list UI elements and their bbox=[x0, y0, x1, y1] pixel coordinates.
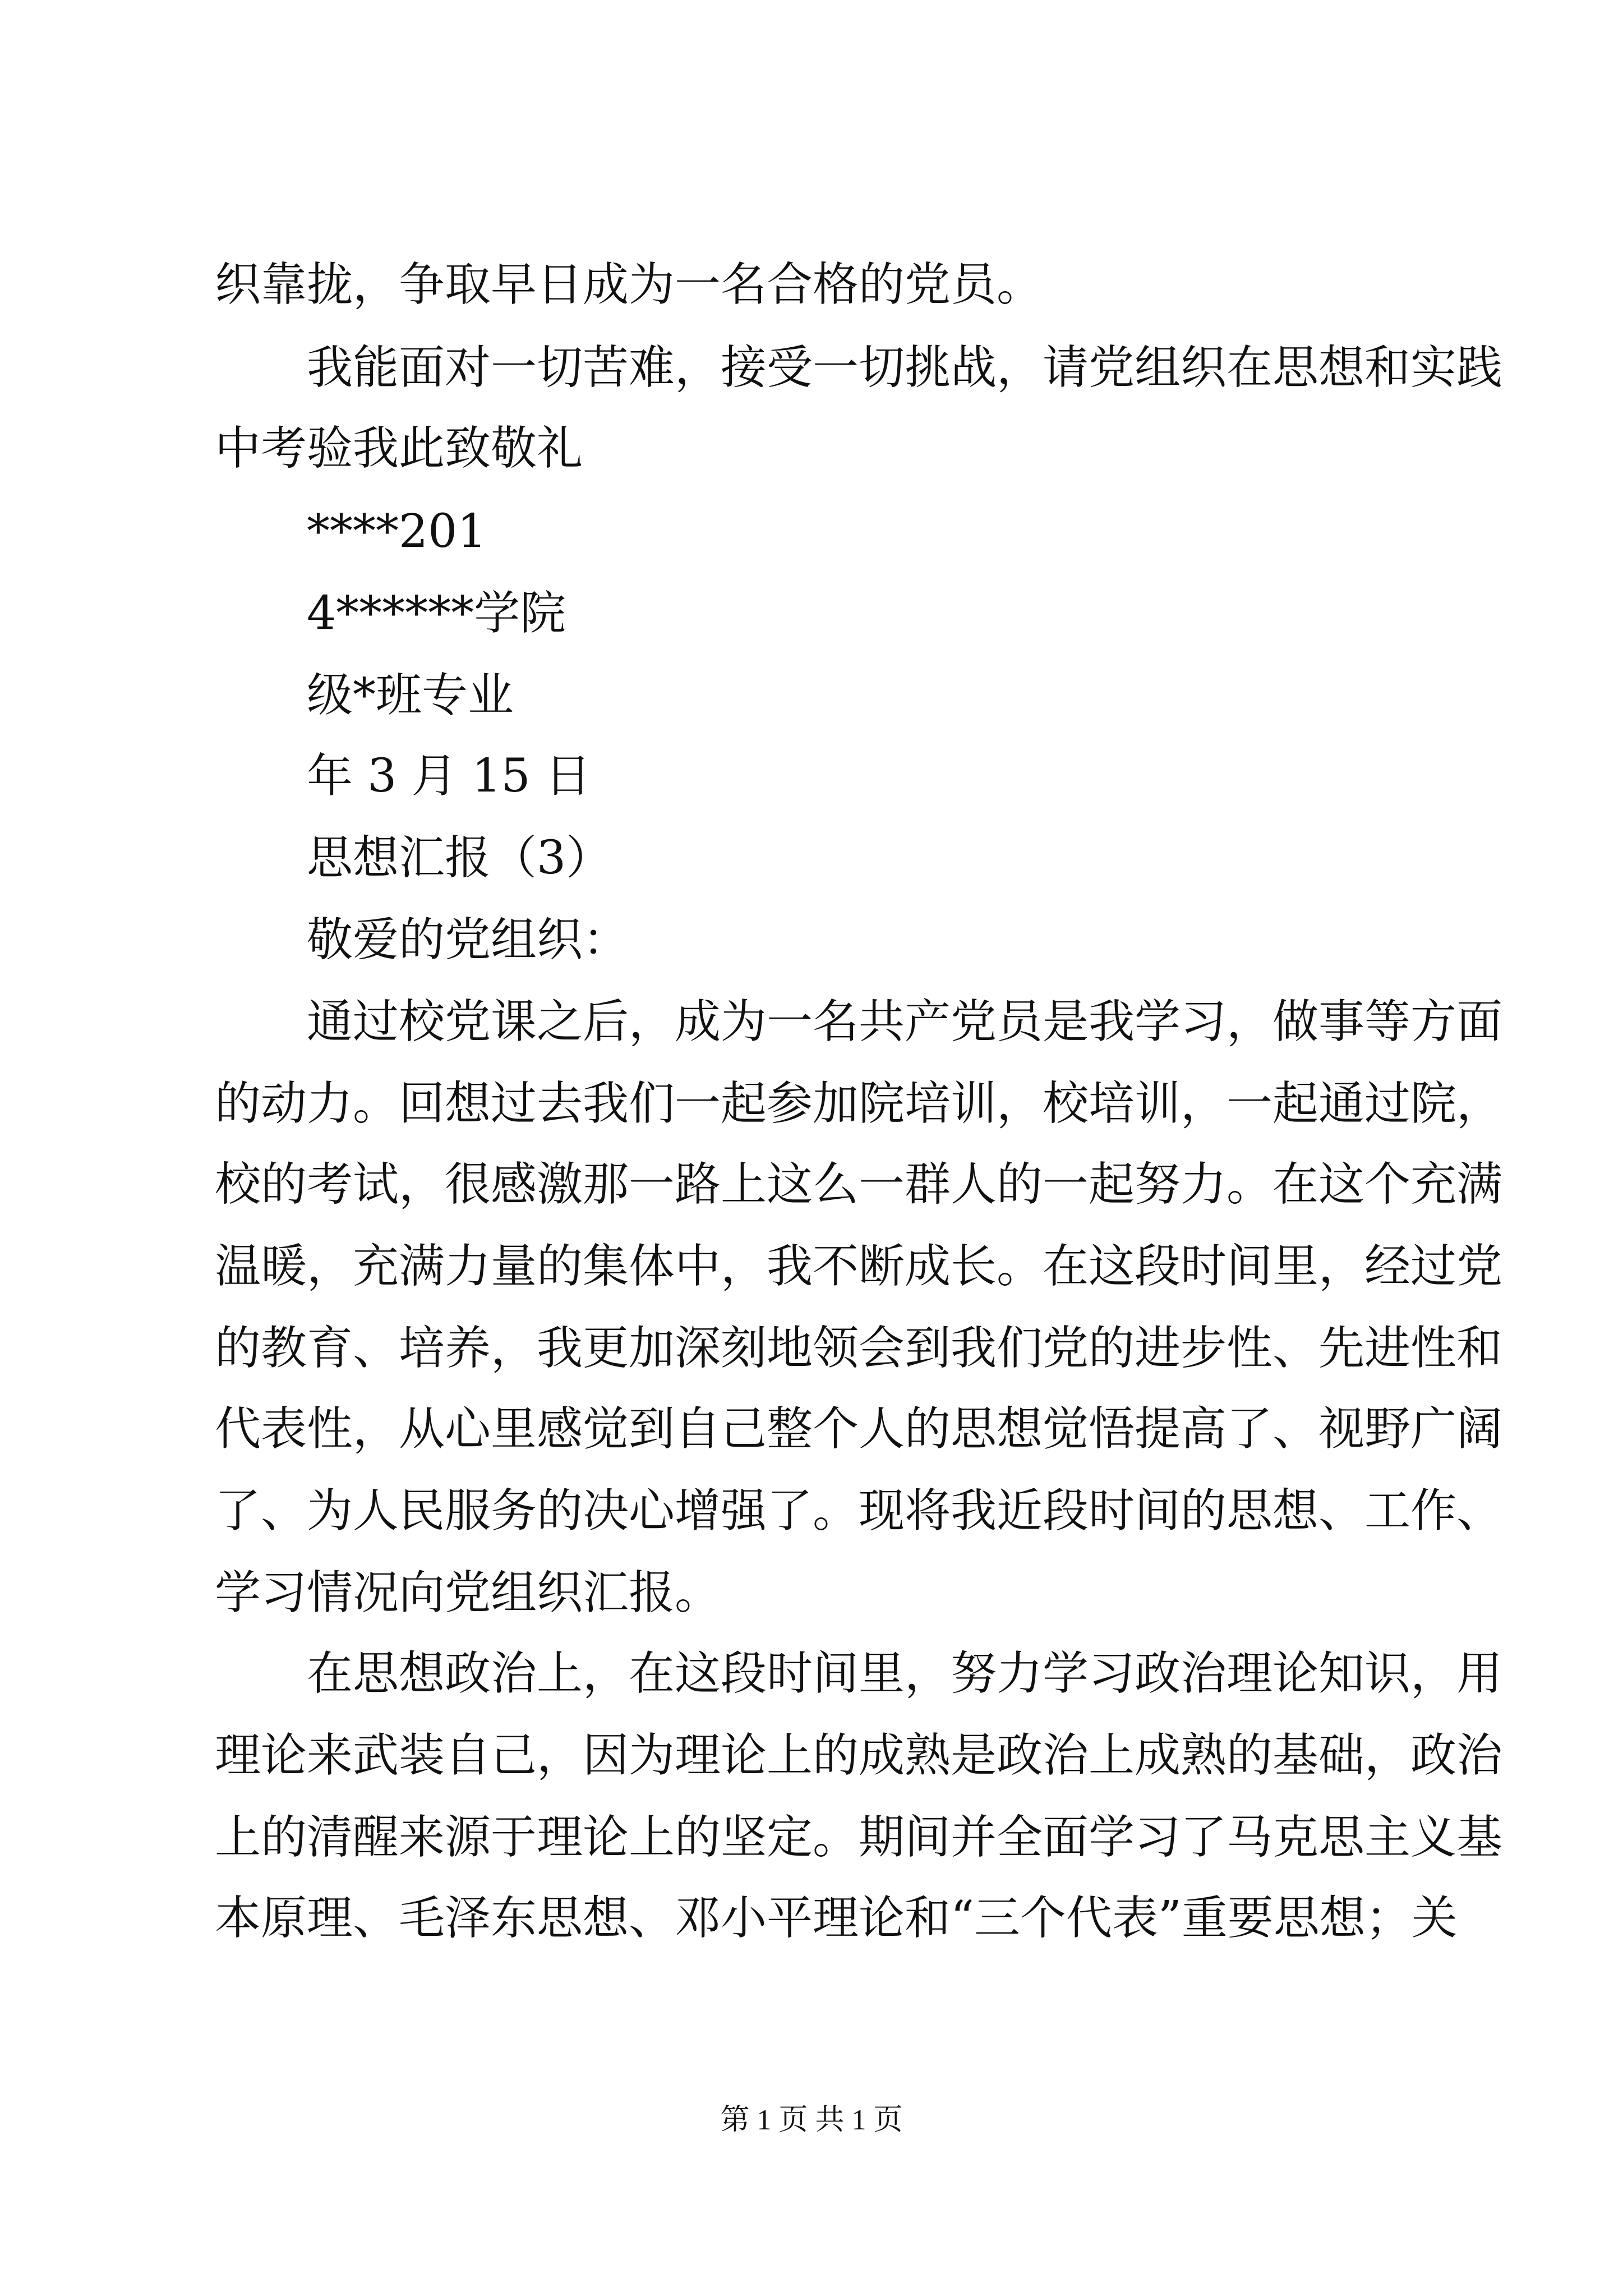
text-line: 在思想政治上，在这段时间里，努力学习政治理论知识，用 bbox=[307, 1647, 1503, 1700]
text-line: 思想汇报（3） bbox=[307, 831, 612, 885]
text-line: 温暖，充满力量的集体中，我不断成长。在这段时间里，经过党 bbox=[215, 1240, 1503, 1293]
text-line: 了、为人民服务的决心增强了。现将我近段时间的思想、工作、 bbox=[215, 1484, 1503, 1538]
text-line: 级*班专业 bbox=[307, 669, 514, 722]
text-line: 校的考试，很感激那一路上这么一群人的一起努力。在这个充满 bbox=[215, 1158, 1503, 1211]
text-line: 年 3 月 15 日 bbox=[307, 749, 591, 803]
text-line: 通过校党课之后，成为一名共产党员是我学习，做事等方面 bbox=[307, 995, 1503, 1048]
text-line: 的教育、培养，我更加深刻地领会到我们党的进步性、先进性和 bbox=[215, 1322, 1503, 1375]
text-line: 代表性，从心里感觉到自己整个人的思想觉悟提高了、视野广阔 bbox=[215, 1402, 1503, 1456]
text-line: ****201 bbox=[307, 505, 487, 558]
page-number-footer: 第 1 页 共 1 页 bbox=[720, 2104, 903, 2136]
text-line: 学习情况向党组织汇报。 bbox=[215, 1566, 721, 1619]
text-line: 的动力。回想过去我们一起参加院培训，校培训，一起通过院， bbox=[215, 1077, 1503, 1130]
text-line: 我能面对一切苦难，接受一切挑战，请党组织在思想和实践 bbox=[307, 341, 1503, 394]
text-line: 中考验我此致敬礼 bbox=[215, 422, 583, 475]
text-line: 理论来武装自己，因为理论上的成熟是政治上成熟的基础，政治 bbox=[215, 1729, 1503, 1782]
text-line: 本原理、毛泽东思想、邓小平理论和“三个代表”重要思想；关 bbox=[215, 1892, 1458, 1945]
text-line: 织靠拢，争取早日成为一名合格的党员。 bbox=[215, 258, 1043, 311]
text-line: 上的清醒来源于理论上的坚定。期间并全面学习了马克思主义基 bbox=[215, 1811, 1503, 1864]
text-line: 4******学院 bbox=[307, 587, 566, 640]
text-line: 敬爱的党组织： bbox=[307, 913, 629, 967]
